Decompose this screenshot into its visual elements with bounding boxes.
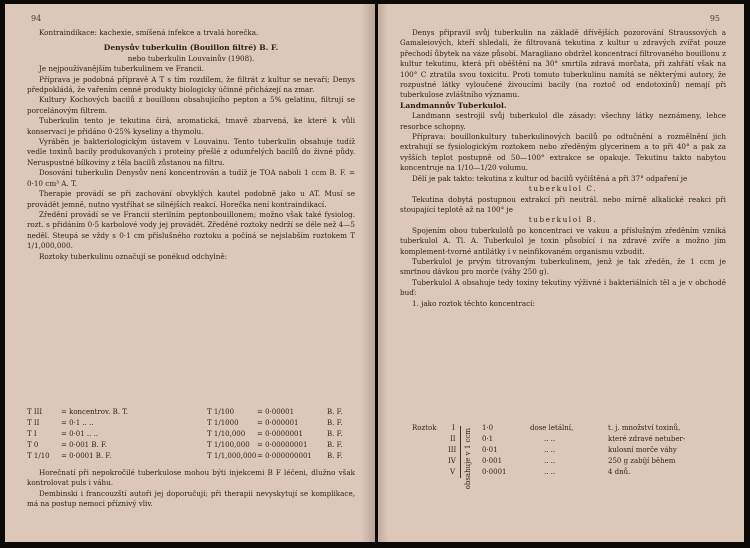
table-row: T I = 0·01 .. .. T 1/10,000 = 0·0000001 B. F. bbox=[27, 430, 343, 438]
paragraph: Dělí je pak takto: tekutina z kultur od bacilů vyčištěná a při 37° odpaření je bbox=[412, 173, 688, 183]
paragraph: Dembinski i francouzští autoři jej doporučují; při therapii nevyskytují se komplikace, má na postup nemoci příznivý vliv. bbox=[27, 488, 355, 509]
paragraph: Dosování tuberkulin Denysův není koncentrován a tudíž je TOA naboli 1 ccm B. F. = 0·10 cm³ A. T. bbox=[27, 168, 355, 188]
right-text-block bbox=[400, 28, 726, 309]
paragraph: Spojením obou tuberkulolů po koncentraci ve vakuu a příslušným zředěním vzniká tuberkulol A. Tl. A. Tuberkulol je toxin působící i na zdravé zvíře a možno jím komplement-tvorné antilátky i v neinfikovaném organismu vzbudit. bbox=[400, 225, 726, 256]
paragraph: Tuberkulol je prvým titrovaným tuberkulinem, jenž je tak zředěn, že 1 ccm je smrtnou dávkou pro morče (váhy 250 g). bbox=[400, 256, 726, 277]
paragraph: Kultury Kochových bacilů z bouillonu obsahujícího pepton a 5% gelatinu, filtrují se porcelánovým filtrem. bbox=[27, 95, 355, 115]
left-text-block-bottom bbox=[27, 468, 355, 510]
gutter-shadow bbox=[378, 4, 388, 542]
paragraph: Příprava: bouillonkultury tuberkulinových bacilů po odtučnění a rozmělnění jich extrahují se fysiologickým roztokem nebo zředěným glycerinem a to při 40° a pak za vyšších teplot postupně od 50—100° extrakce se opakuje. Tekutinu takto nabytou koncentruje na 1/10—1/20 volumu. bbox=[400, 132, 726, 173]
right-page bbox=[378, 4, 744, 542]
list-intro: 1. jako roztok těchto koncentrací: bbox=[412, 298, 535, 308]
table-row: T 0 = 0·001 B. F. T 1/100,000 = 0·00000001 B. F. bbox=[27, 441, 343, 449]
left-page bbox=[5, 4, 375, 542]
paragraph: Tuberkulol A obsahuje tedy toxiny tekutiny výživné i bakteriálních těl a je v obchodě buď: bbox=[400, 277, 726, 298]
section-heading: Denysův tuberkulin (Bouillon filtré) B. F. bbox=[103, 43, 279, 53]
dilution-table bbox=[27, 408, 357, 464]
subheading-tuberkulol-c: tuberkulol C. bbox=[528, 184, 598, 194]
page-number: 95 bbox=[709, 14, 720, 23]
paragraph: Tuberkulin tento je tekutina čirá, aromatická, tmavě zbarvená, ke které k vůli konservaci je přidáno 0·25% kyseliny a thymolu. bbox=[27, 116, 355, 136]
gutter-shadow bbox=[361, 4, 375, 542]
vertical-label: obsahuje v 1 ccm bbox=[464, 428, 472, 490]
paragraph: Landmann sestrojil svůj tuberkulol dle zásady: všechny látky neznámeny, lehce resorbce schopny. bbox=[400, 111, 726, 131]
roztok-label: Roztok bbox=[412, 424, 437, 432]
paragraph: Je nejpoužívanějším tuberkulinem ve Francii. bbox=[39, 64, 204, 74]
paragraph: Vyráběn je bakteriologickým ústavem v Louvainu. Tento tuberkulin obsahuje tudíž vedle toxinů bacily produkovaných i proteiny přešlé z odumřelých bacilů do živné půdy. Neruspustné bílkoviny z těla bacilů zůstanou na filtru. bbox=[27, 137, 355, 167]
section-subheading: nebo tuberkulin Louvainův (1908). bbox=[127, 53, 255, 63]
paragraph: Therapie provádí se při zachování obvyklých kautel podobně jako u AT. Musí se provádět jemně, nutno vystříhat se silnějších reakcí. Horečka není kontraindikací. bbox=[27, 189, 355, 209]
brace bbox=[460, 426, 461, 478]
paragraph: Kontraindikace: kachexie, smíšená infekce a trvalá horečka. bbox=[39, 28, 259, 37]
paragraph: Tekutina dobytá postupnou extrakcí při neutrál. nebo mírně alkalické reakci při stoupající teplotě až na 100° je bbox=[400, 194, 726, 214]
paragraph: Zředění provádí se ve Francii sterilním peptonbouillonem; možno však také fysiolog. rozt. s přidáním 0·5 karbolové vody jej provádět. Zředěné roztoky nedrží se déle než 4—5 neděl. Steupá se vždy s 0·1 cm příslušného roztoku a počíná se nejslabším roztokem T 1/1,000,000. bbox=[27, 209, 355, 251]
table-row: T 1/10 = 0·0001 B. F. T 1/1,000,000 = 0·000000001 B. F. bbox=[27, 452, 343, 460]
left-text-block bbox=[27, 28, 355, 262]
table-caption: Roztoky tuberkulinu označují se ponékud odchylně: bbox=[39, 251, 228, 261]
table-row: T III = koncentrov. B. T. T 1/100 = 0·00001 B. F. bbox=[27, 408, 343, 416]
paragraph: Horečnatí při nepokročilé tuberkulose mohou býti injekcemi B F léčeni, dlužno však kontrolovat puls i váhu. bbox=[27, 468, 355, 488]
subheading-tuberkulol-b: tuberkulol B. bbox=[528, 215, 598, 225]
paragraph: Příprava je podobná přípravě A T s tím rozdílem, že filtrát z kultur se nevaří; Denys předpokládá, že vařením cenné produkty biologicky účinné přicházejí na zmar. bbox=[27, 74, 355, 95]
section-heading: Landmannův Tuberkulol. bbox=[400, 100, 507, 110]
paragraph: Denys připravil svůj tuberkulin na základě dřívějších pozorování Straussových a Gamaleiových, kteří shledali, že filtrovaná tekutina z kultur u zdravých zvířat pouze přechodí ůbytek na váze působí. Maragliano obdržel koncentrací filtrovaného bouillonu z kultur tekutinu, která při oběštění na 30° smrtila zdravá morčata, při zahřátí však na 100° C ztratila svou toxicitu. Proti tomuto tuberkulinu namítá se některými autory, že rozpustné látky vyloučené živoucími bacily (na roztoč od endotoxinů) nemají při tuberkulose zvláštního významu. bbox=[400, 28, 726, 100]
roztok-table: Roztok obsahuje v 1 ccm I 1·0 dose letální, t. j. množství toxinů, II 0·1 .. .. které zdravé netuber- III 0·01 .. .. kulosní morče váhy IV 0·001 .. .. 250 g zabíjí během V 0·0001 .. .. 4 dnů. bbox=[412, 424, 686, 490]
table-row: T II = 0·1 .. .. T 1/1000 = 0·000001 B. F. bbox=[27, 419, 343, 427]
page-number: 94 bbox=[31, 14, 42, 23]
